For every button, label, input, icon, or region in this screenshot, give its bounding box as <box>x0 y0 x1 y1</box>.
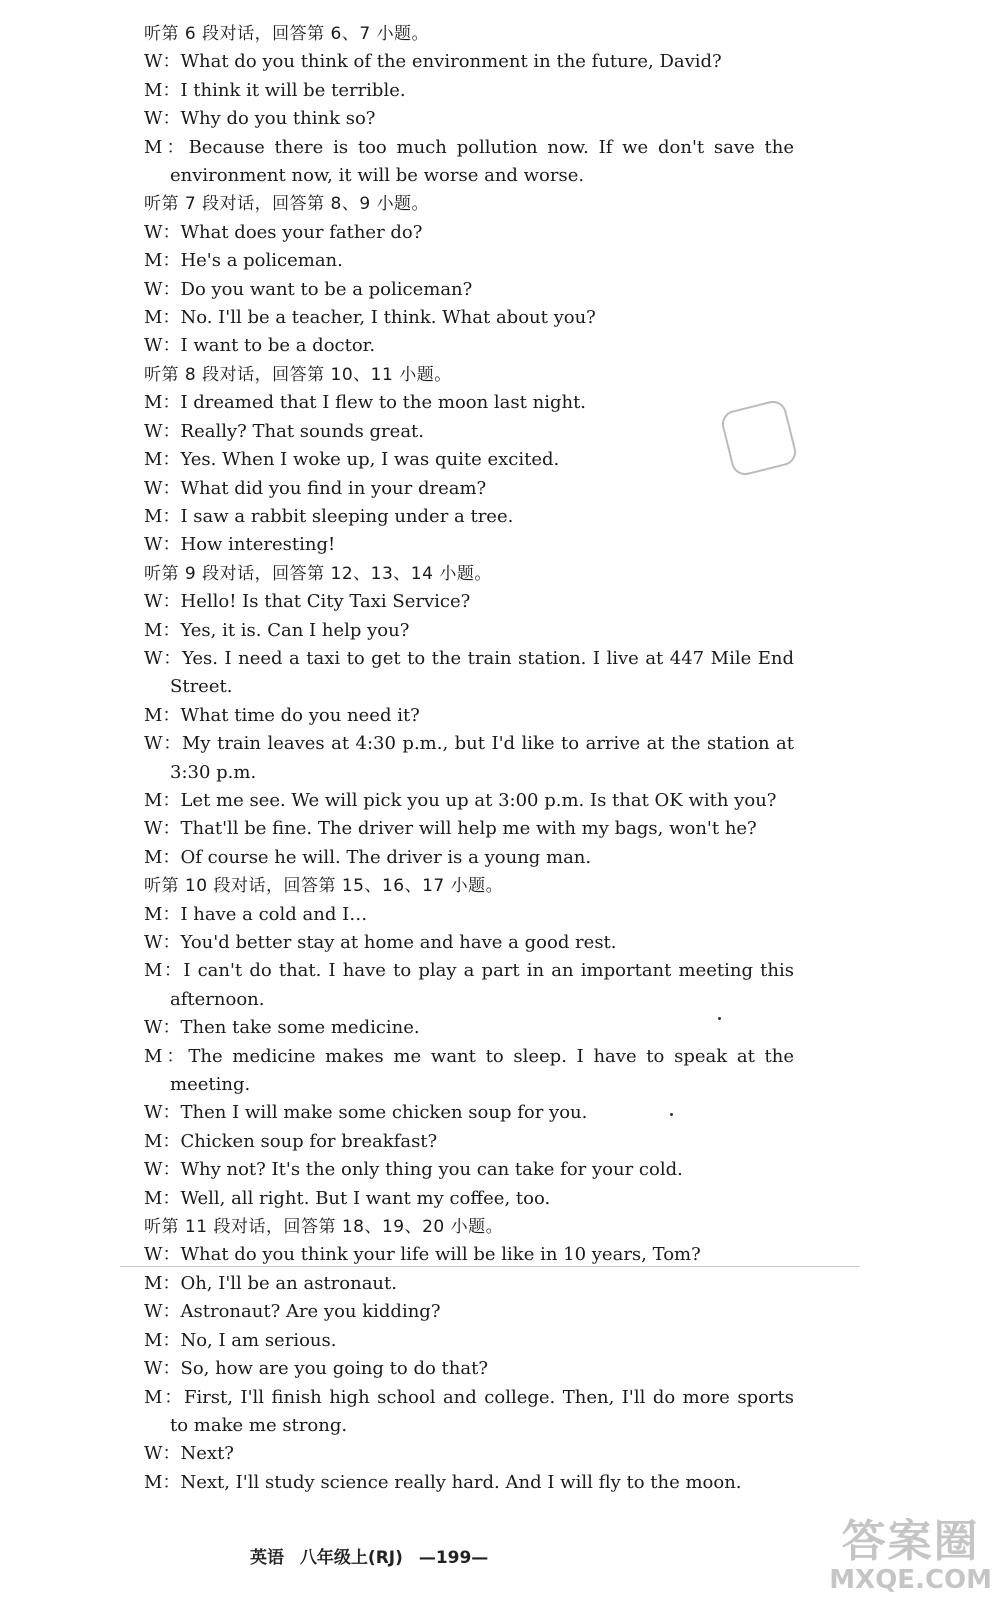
dialogue-line <box>144 1440 794 1468</box>
dialogue-text: Why do you think so? <box>180 108 376 130</box>
speaker-label: W： <box>144 420 181 442</box>
dialogue-line <box>144 304 794 332</box>
dialogue-line <box>144 1099 794 1127</box>
speaker-label: W： <box>144 591 181 613</box>
speaker-label: M： <box>144 79 181 101</box>
dialogue-text: The medicine makes me want to sleep. I have to speak at the meeting. <box>170 1045 794 1096</box>
dialogue-text: Then take some medicine. <box>180 1017 420 1039</box>
site-watermark <box>829 1518 992 1594</box>
dialogue-line <box>144 1469 794 1497</box>
speaker-label: W： <box>144 1244 181 1266</box>
dialogue-text: Astronaut? Are you kidding? <box>180 1301 441 1323</box>
speaker-label: W： <box>144 278 181 300</box>
dialogue-line <box>144 1156 794 1184</box>
dialogue-text: I dreamed that I flew to the moon last night. <box>180 392 587 414</box>
speaker-label: M： <box>144 1130 181 1152</box>
dialogue-text: My train leaves at 4:30 p.m., but I'd like to arrive at the station at 3:30 p.m. <box>170 733 794 783</box>
speaker-label: W： <box>144 477 181 499</box>
dialogue-text: What does your father do? <box>180 221 423 243</box>
speaker-label: M： <box>144 505 181 527</box>
speaker-label: M： <box>144 1329 181 1351</box>
speaker-label: M： <box>144 1386 184 1408</box>
speaker-label: M： <box>144 789 181 811</box>
section-heading: 听第 10 段对话，回答第 15、16、17 小题。 <box>144 876 504 897</box>
dialogue-line <box>144 332 794 360</box>
speaker-label: W： <box>144 1102 181 1124</box>
speaker-label: M： <box>144 704 181 726</box>
watermark-brand: 答案圈 <box>841 1516 980 1567</box>
dialogue-text: He's a policeman. <box>180 250 343 272</box>
speaker-label: W： <box>144 1358 181 1380</box>
speck-mark-icon <box>718 1017 721 1020</box>
dialogue-line <box>144 787 794 815</box>
dialogue-text: Oh, I'll be an astronaut. <box>180 1272 397 1294</box>
dialogue-text: Hello! Is that City Taxi Service? <box>180 591 471 613</box>
page-footer <box>250 1543 488 1568</box>
dialogue-line <box>144 1270 794 1298</box>
speaker-label: M： <box>144 136 189 158</box>
speaker-label: W： <box>144 1301 181 1323</box>
dialogue-text: I want to be a doctor. <box>180 335 376 357</box>
speaker-label: W： <box>144 647 183 669</box>
dialogue-line <box>144 730 794 787</box>
dialogue-text: I saw a rabbit sleeping under a tree. <box>180 505 514 527</box>
speaker-label: W： <box>144 51 181 73</box>
speaker-label: W： <box>144 1017 181 1039</box>
speaker-label: M： <box>144 903 181 925</box>
speaker-label: M： <box>144 392 181 414</box>
speaker-label: W： <box>144 733 182 755</box>
dialogue-text: So, how are you going to do that? <box>180 1358 488 1380</box>
dialogue-line <box>144 531 794 559</box>
watermark-url: MXQE.COM <box>829 1565 992 1595</box>
dialogue-line <box>144 105 794 133</box>
dialogue-line <box>144 475 794 503</box>
dialogue-line <box>144 1384 794 1441</box>
dialogue-text: What time do you need it? <box>180 704 420 726</box>
dialogue-line <box>144 1043 794 1100</box>
dialogue-line <box>144 901 794 929</box>
dialogue-line <box>144 957 794 1014</box>
dialogue-line <box>144 1298 794 1326</box>
dialogue-line <box>144 219 794 247</box>
dialogue-text: What do you think your life will be like in 10 years, Tom? <box>180 1244 701 1266</box>
dialogue-line <box>144 1128 794 1156</box>
speaker-label: M： <box>144 250 181 272</box>
section-heading: 听第 11 段对话，回答第 18、19、20 小题。 <box>144 1217 504 1238</box>
section-heading: 听第 6 段对话，回答第 6、7 小题。 <box>144 24 430 44</box>
speaker-label: W： <box>144 534 181 556</box>
speaker-label: W： <box>144 335 181 357</box>
dialogue-text: What do you think of the environment in the future, David? <box>180 51 722 73</box>
dialogue-text: I have a cold and I… <box>180 903 368 925</box>
dialogue-line <box>144 1185 794 1213</box>
dialogue-line <box>144 389 794 417</box>
dialogue-line <box>144 134 794 191</box>
dialogue-text: You'd better stay at home and have a good rest. <box>180 932 617 953</box>
dialogue-line <box>144 247 794 275</box>
speaker-label: W： <box>144 932 181 953</box>
speaker-label: M： <box>144 307 181 329</box>
dialogue-text: Do you want to be a policeman? <box>180 278 473 300</box>
speaker-label: M： <box>144 960 184 982</box>
dialogue-text: Really? That sounds great. <box>180 420 424 442</box>
footer-page-number: —199— <box>418 1548 489 1568</box>
speaker-label: W： <box>144 1443 181 1465</box>
dialogue-line <box>144 418 794 446</box>
speaker-label: W： <box>144 1159 181 1181</box>
dialogue-text: What did you find in your dream? <box>180 477 487 499</box>
dialogue-line <box>144 815 794 843</box>
dialogue-text: Next, I'll study science really hard. And I will fly to the moon. <box>180 1471 742 1493</box>
speaker-label: M： <box>144 1272 181 1294</box>
dialogue-text: Yes, it is. Can I help you? <box>180 619 410 641</box>
dialogue-line <box>144 48 794 76</box>
speaker-label: M： <box>144 1187 181 1209</box>
dialogue-text: Of course he will. The driver is a young man. <box>180 846 592 868</box>
dialogue-text: No. I'll be a teacher, I think. What about you? <box>180 307 596 329</box>
dialogue-text: Chicken soup for breakfast? <box>180 1130 438 1152</box>
dialogue-line <box>144 645 794 702</box>
dialogue-text: Yes. I need a taxi to get to the train station. I live at 447 Mile End Street. <box>170 647 794 698</box>
dialogue-line <box>144 77 794 105</box>
dialogue-text: Why not? It's the only thing you can take for your cold. <box>180 1159 683 1181</box>
dialogue-line <box>144 503 794 531</box>
dialogue-text: Then I will make some chicken soup for you. <box>180 1102 588 1124</box>
footer-grade: 八年级上(RJ) <box>299 1548 403 1568</box>
speaker-label: M： <box>144 619 181 641</box>
dialogue-line <box>144 844 794 872</box>
dialogue-line <box>144 1355 794 1383</box>
dialogue-text: That'll be fine. The driver will help me with my bags, won't he? <box>180 818 757 840</box>
dialogue-line <box>144 1327 794 1355</box>
dialogue-line <box>144 588 794 616</box>
dialogue-text: How interesting! <box>180 534 336 556</box>
section-heading: 听第 9 段对话，回答第 12、13、14 小题。 <box>144 563 492 584</box>
footer-subject: 英语 <box>250 1548 284 1568</box>
dialogue-line <box>144 702 794 730</box>
dialogue-text: Because there is too much pollution now. If we don't save the environment now, it will be worse and worse. <box>170 136 794 187</box>
speaker-label: W： <box>144 221 181 243</box>
dialogue-text: Next? <box>180 1443 234 1465</box>
listening-script <box>144 20 794 1497</box>
dialogue-line <box>144 929 794 957</box>
dialogue-text: I can't do that. I have to play a part in an important meeting this afternoon. <box>170 960 794 1010</box>
dialogue-text: First, I'll finish high school and college. Then, I'll do more sports to make me strong. <box>170 1386 794 1436</box>
section-heading: 听第 7 段对话，回答第 8、9 小题。 <box>144 194 430 215</box>
speaker-label: M： <box>144 1045 189 1067</box>
speaker-label: W： <box>144 108 181 130</box>
speaker-label: M： <box>144 846 181 868</box>
section-heading: 听第 8 段对话，回答第 10、11 小题。 <box>144 364 452 385</box>
dialogue-line <box>144 617 794 645</box>
dialogue-text: I think it will be terrible. <box>180 79 406 101</box>
speaker-label: M： <box>144 449 181 471</box>
dialogue-text: No, I am serious. <box>180 1329 337 1351</box>
faint-rule-line <box>120 1266 860 1267</box>
dialogue-line <box>144 446 794 474</box>
dialogue-text: Well, all right. But I want my coffee, too. <box>180 1187 551 1209</box>
speck-mark-icon <box>670 1113 673 1116</box>
dialogue-line <box>144 1014 794 1042</box>
dialogue-line <box>144 276 794 304</box>
speaker-label: W： <box>144 818 181 840</box>
speaker-label: M： <box>144 1471 181 1493</box>
dialogue-text: Let me see. We will pick you up at 3:00 p.m. Is that OK with you? <box>180 789 777 811</box>
dialogue-text: Yes. When I woke up, I was quite excited. <box>180 449 560 471</box>
